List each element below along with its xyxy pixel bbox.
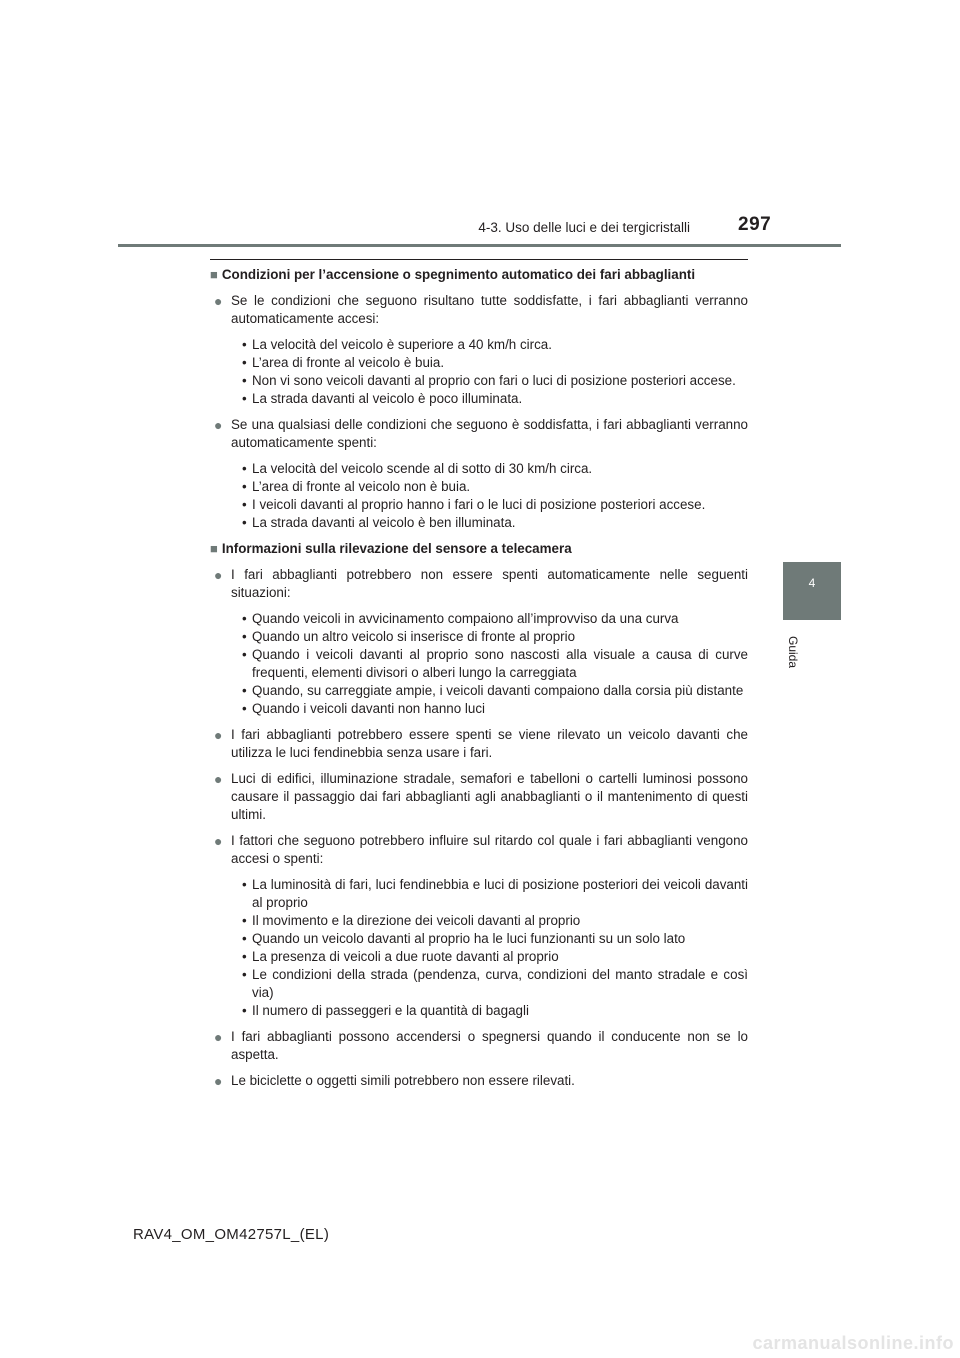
- bullet-item: [210, 292, 748, 328]
- sub-list-item: [242, 610, 748, 628]
- dot-icon: •: [242, 515, 247, 530]
- sub-list-item: [242, 390, 748, 408]
- section-heading: [210, 540, 748, 558]
- bullet-item: [210, 832, 748, 868]
- dot-icon: •: [242, 931, 247, 946]
- content-top-rule: [210, 259, 748, 260]
- dot-icon: •: [242, 497, 247, 512]
- bullet-item: [210, 1028, 748, 1064]
- bullet-text: Se una qualsiasi delle condizioni che seguono è soddisfatta, i fari abbaglianti verranno automaticamente spenti:: [231, 417, 748, 450]
- page-content: [210, 266, 748, 1098]
- sub-list-item: [242, 966, 748, 1002]
- bullet-item: [210, 416, 748, 452]
- bullet-item: [210, 770, 748, 824]
- circle-bullet-icon: ●: [214, 771, 223, 787]
- sub-list-text: Le condizioni della strada (pendenza, curva, condizioni del manto stradale e così via): [252, 967, 748, 1000]
- sub-list-item: [242, 372, 748, 390]
- sub-list-text: Quando, su carreggiate ampie, i veicoli davanti compaiono dalla corsia più distante: [252, 683, 744, 698]
- sub-list: [242, 876, 748, 1020]
- sub-list-text: L’area di fronte al veicolo non è buia.: [252, 479, 471, 494]
- sub-list-item: [242, 876, 748, 912]
- dot-icon: •: [242, 683, 247, 698]
- footer-code: RAV4_OM_OM42757L_(EL): [133, 1226, 330, 1243]
- sub-list-text: Quando i veicoli davanti al proprio sono nascosti alla visuale a causa di curve frequenti, elementi divisori o alberi lungo la carreggiata: [252, 647, 748, 680]
- circle-bullet-icon: ●: [214, 1029, 223, 1045]
- circle-bullet-icon: ●: [214, 567, 223, 583]
- sub-list-text: Quando i veicoli davanti non hanno luci: [252, 701, 486, 716]
- bullet-text: I fari abbaglianti potrebbero essere spenti se viene rilevato un veicolo davanti che utilizza le luci fendinebbia senza usare i fari.: [231, 727, 748, 760]
- sub-list-item: [242, 1002, 748, 1020]
- bullet-text: Le biciclette o oggetti simili potrebbero non essere rilevati.: [231, 1073, 575, 1088]
- dot-icon: •: [242, 967, 247, 982]
- chapter-label: Guida: [786, 636, 800, 669]
- sub-list-text: La strada davanti al veicolo è ben illuminata.: [252, 515, 516, 530]
- section-heading-text: Condizioni per l’accensione o spegnimento automatico dei fari abbaglianti: [221, 267, 696, 282]
- sub-list-text: Quando un veicolo davanti al proprio ha le luci funzionanti su un solo lato: [252, 931, 686, 946]
- dot-icon: •: [242, 391, 247, 406]
- sub-list-text: La luminosità di fari, luci fendinebbia e luci di posizione posteriori dei veicoli davanti al proprio: [252, 877, 748, 910]
- sub-list: [242, 336, 748, 408]
- page-number: 297: [738, 214, 772, 235]
- dot-icon: •: [242, 373, 247, 388]
- sub-list-item: [242, 336, 748, 354]
- sub-list-text: La velocità del veicolo è superiore a 40 km/h circa.: [252, 337, 552, 352]
- watermark[interactable]: carmanualsonline.info: [752, 1333, 954, 1353]
- sub-list-item: [242, 930, 748, 948]
- header-rule: [118, 244, 841, 247]
- bullet-item: [210, 566, 748, 602]
- dot-icon: •: [242, 913, 247, 928]
- sub-list: [242, 460, 748, 532]
- bullet-text: I fari abbaglianti potrebbero non essere spenti automaticamente nelle seguenti situazioni:: [231, 567, 748, 600]
- dot-icon: •: [242, 337, 247, 352]
- bullet-text: Luci di edifici, illuminazione stradale, semafori e tabelloni o cartelli luminosi possono causare il passaggio dai fari abbaglianti agli anabbaglianti o il mantenimento di questi ultimi.: [231, 771, 748, 822]
- section-heading: [210, 266, 748, 284]
- dot-icon: •: [242, 629, 247, 644]
- sub-list-item: [242, 948, 748, 966]
- sub-list-item: [242, 646, 748, 682]
- sub-list-item: [242, 700, 748, 718]
- section-title: 4-3. Uso delle luci e dei tergicristalli: [478, 220, 690, 235]
- sub-list-item: [242, 460, 748, 478]
- sub-list-text: La velocità del veicolo scende al di sotto di 30 km/h circa.: [252, 461, 593, 476]
- sub-list-item: [242, 478, 748, 496]
- sub-list-text: Il movimento e la direzione dei veicoli davanti al proprio: [252, 913, 581, 928]
- sub-list-item: [242, 496, 748, 514]
- sub-list-text: La strada davanti al veicolo è poco illuminata.: [252, 391, 523, 406]
- dot-icon: •: [242, 701, 247, 716]
- dot-icon: •: [242, 355, 247, 370]
- bullet-item: [210, 726, 748, 762]
- chapter-number: 4: [808, 576, 816, 590]
- sub-list-item: [242, 354, 748, 372]
- dot-icon: •: [242, 461, 247, 476]
- dot-icon: •: [242, 479, 247, 494]
- circle-bullet-icon: ●: [214, 1073, 223, 1089]
- bullet-item: [210, 1072, 748, 1090]
- sub-list-text: La presenza di veicoli a due ruote davanti al proprio: [252, 949, 559, 964]
- sub-list-item: [242, 682, 748, 700]
- sub-list-item: [242, 912, 748, 930]
- circle-bullet-icon: ●: [214, 293, 223, 309]
- sub-list-item: [242, 628, 748, 646]
- sub-list-text: Non vi sono veicoli davanti al proprio con fari o luci di posizione posteriori accese.: [252, 373, 736, 388]
- circle-bullet-icon: ●: [214, 727, 223, 743]
- chapter-tab[interactable]: [783, 562, 841, 620]
- sub-list-text: Il numero di passeggeri e la quantità di bagagli: [252, 1003, 529, 1018]
- section-heading-text: Informazioni sulla rilevazione del sensore a telecamera: [221, 541, 572, 556]
- sub-list: [242, 610, 748, 718]
- sub-list-text: L’area di fronte al veicolo è buia.: [252, 355, 445, 370]
- square-bullet-icon: ■: [210, 541, 218, 556]
- dot-icon: •: [242, 949, 247, 964]
- bullet-text: Se le condizioni che seguono risultano tutte soddisfatte, i fari abbaglianti verranno automaticamente accesi:: [231, 293, 748, 326]
- bullet-text: I fari abbaglianti possono accendersi o spegnersi quando il conducente non se lo aspetta.: [231, 1029, 748, 1062]
- dot-icon: •: [242, 1003, 247, 1018]
- bullet-text: I fattori che seguono potrebbero influire sul ritardo col quale i fari abbaglianti vengono accesi o spenti:: [231, 833, 748, 866]
- circle-bullet-icon: ●: [214, 833, 223, 849]
- sub-list-text: Quando un altro veicolo si inserisce di fronte al proprio: [252, 629, 576, 644]
- circle-bullet-icon: ●: [214, 417, 223, 433]
- dot-icon: •: [242, 877, 247, 892]
- sub-list-item: [242, 514, 748, 532]
- dot-icon: •: [242, 647, 247, 662]
- dot-icon: •: [242, 611, 247, 626]
- square-bullet-icon: ■: [210, 267, 218, 282]
- sub-list-text: I veicoli davanti al proprio hanno i fari o le luci di posizione posteriori accese.: [252, 497, 706, 512]
- sub-list-text: Quando veicoli in avvicinamento compaiono all’improvviso da una curva: [252, 611, 679, 626]
